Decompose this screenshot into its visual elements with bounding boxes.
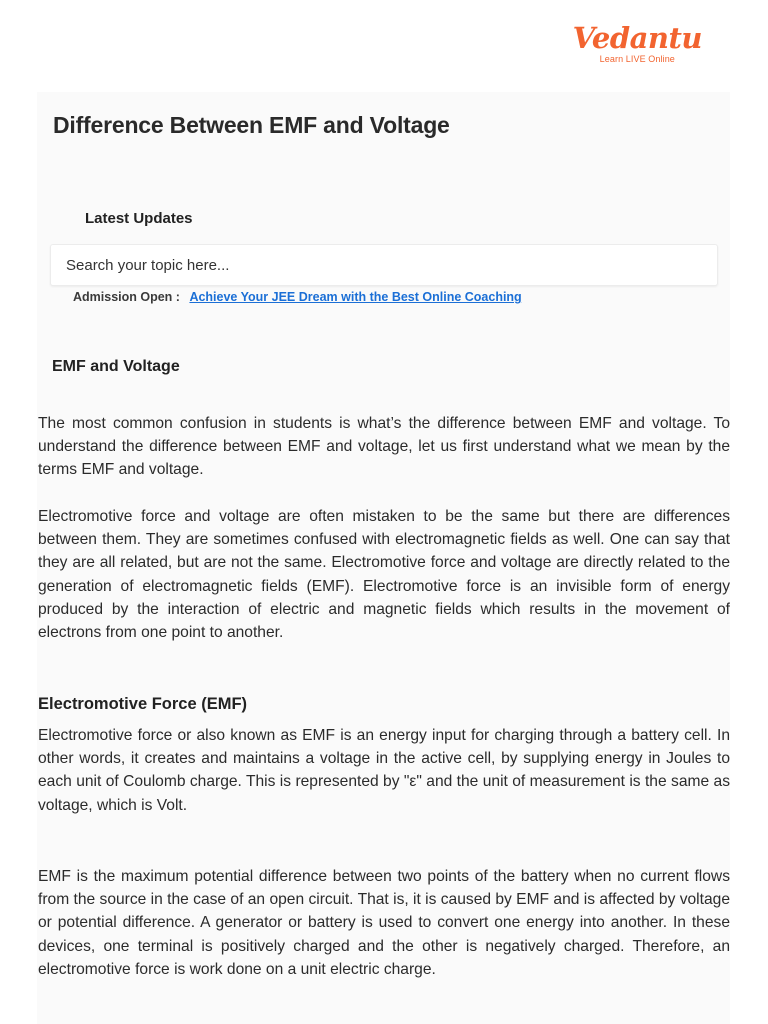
search-input[interactable] <box>50 244 718 286</box>
page-title: Difference Between EMF and Voltage <box>53 112 450 138</box>
admission-banner <box>73 290 522 304</box>
logo-wordmark: Vedantu <box>572 21 702 55</box>
content-area <box>37 92 730 1024</box>
admission-link[interactable]: Achieve Your JEE Dream with the Best Online Coaching <box>189 290 522 304</box>
emf-definition-paragraph: Electromotive force or also known as EMF is an energy input for charging through a battery cell. In other words, it creates and maintains a voltage in the active cell, by supplying energy in Joules to each unit of Coulomb charge. This is represented by "ε" and the unit of measurement is the same as voltage, which is Volt. <box>38 727 730 814</box>
search-placeholder: Search your topic here... <box>66 256 230 274</box>
emf-voltage-paragraph: Electromotive force and voltage are often mistaken to be the same but there are differences between them. They are sometimes confused with electromagnetic fields as well. One can say that they are all related, but are not the same. Electromotive force and voltage are directly related to the generation of electromagnetic fields (EMF). Electromotive force is an invisible form of energy produced by the interaction of electric and magnetic fields which results in the movement of electrons from one point to another. <box>38 508 730 642</box>
intro-paragraph: The most common confusion in students is what’s the difference between EMF and voltage. To understand the difference between EMF and voltage, let us first understand what we mean by the terms EMF and voltage. <box>38 415 730 479</box>
latest-updates-heading: Latest Updates <box>85 210 193 227</box>
emf-explanation-paragraph: EMF is the maximum potential difference between two points of the battery when no current flows from the source in the case of an open circuit. That is, it is caused by EMF and is affected by voltage or potential difference. A generator or battery is used to convert one energy into another. In these devices, one terminal is positively charged and the other is negatively charged. Therefore, an electromotive force is work done on a unit electric charge. <box>38 868 730 978</box>
admission-label: Admission Open : <box>73 290 180 304</box>
section-title: EMF and Voltage <box>52 358 180 375</box>
logo-tagline: Learn LIVE Online <box>599 54 675 64</box>
header <box>0 0 768 80</box>
emf-subheading: Electromotive Force (EMF) <box>38 695 248 713</box>
vedantu-logo[interactable] <box>573 22 702 65</box>
